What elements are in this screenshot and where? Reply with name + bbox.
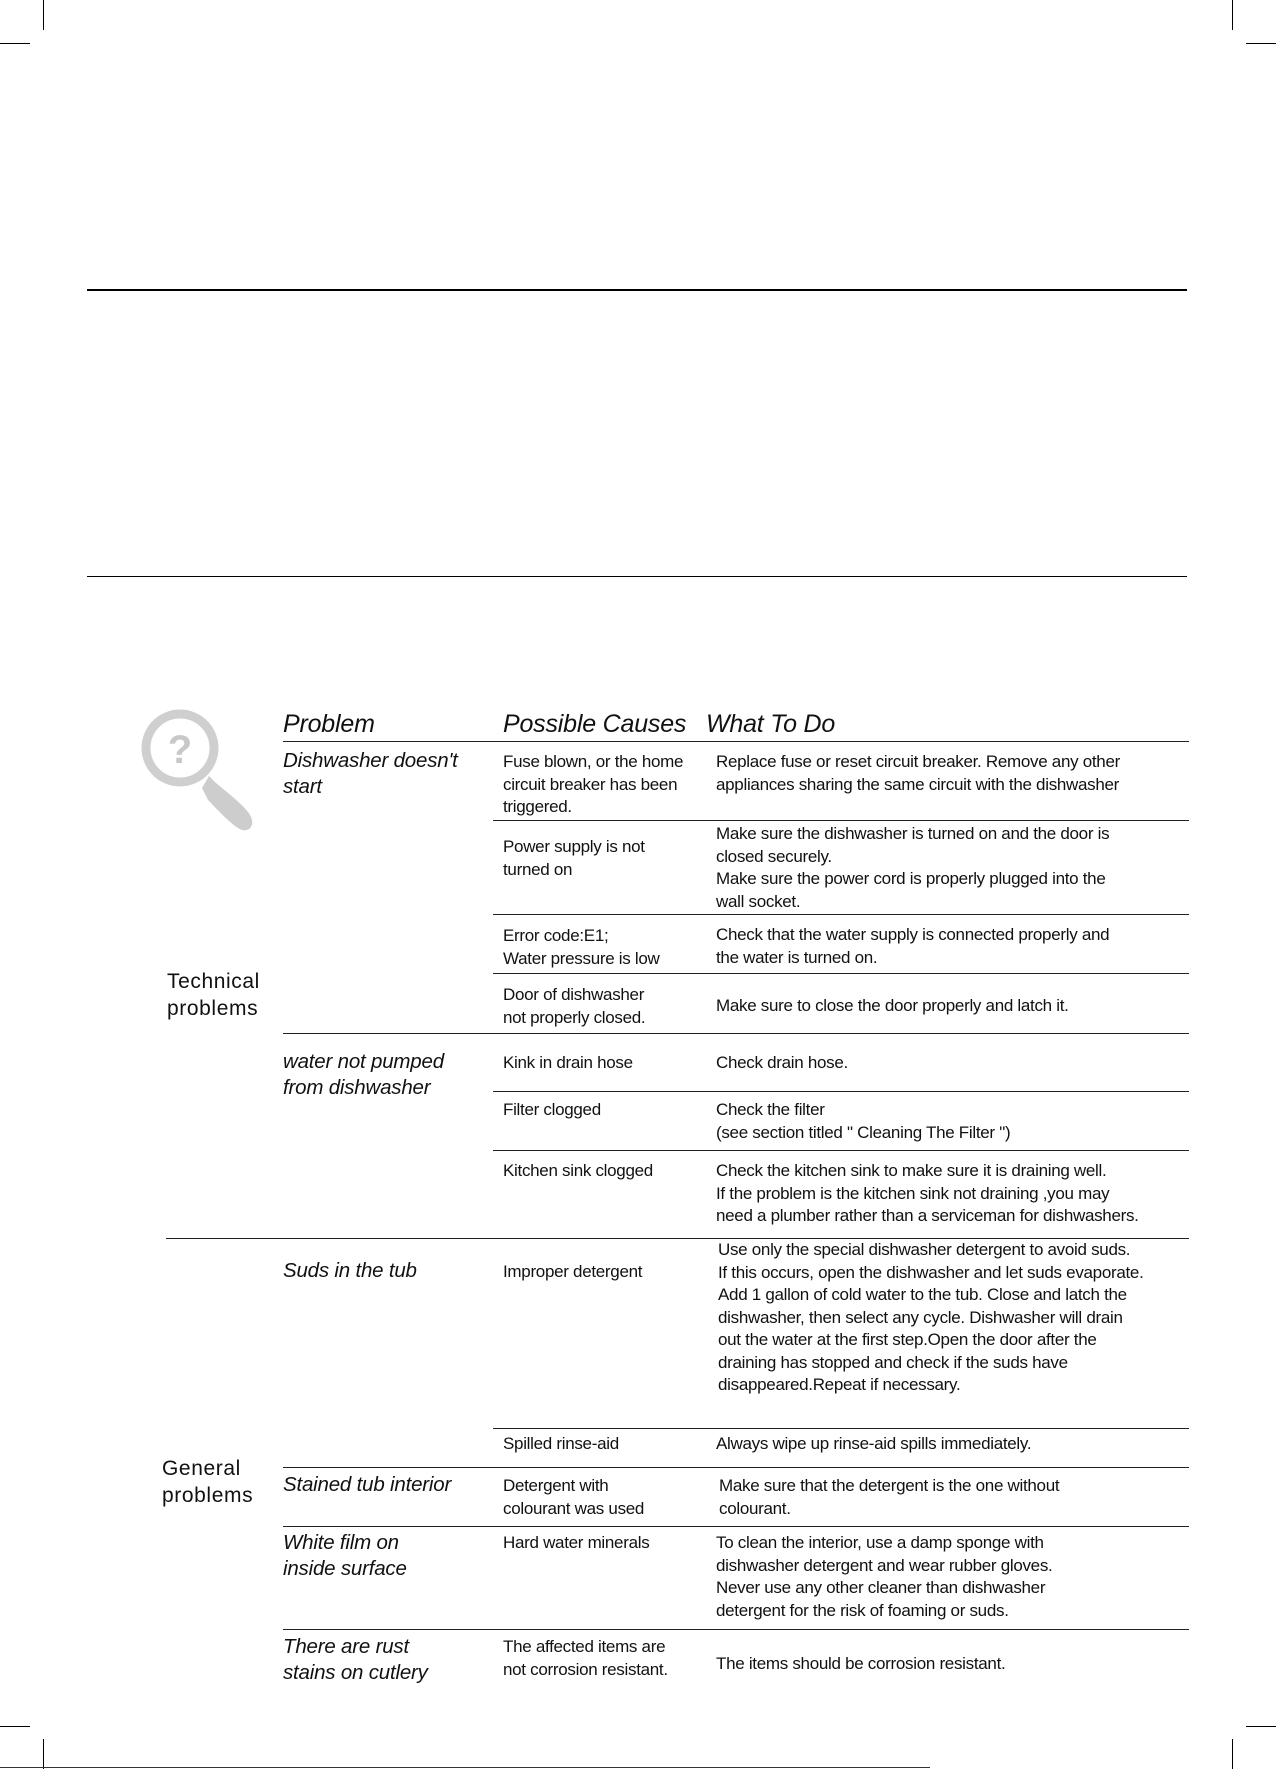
cause-not-corrosion-resistant: The affected items are not corrosion resistant.	[503, 1637, 668, 1679]
cause-sink-clogged: Kitchen sink clogged	[503, 1161, 653, 1180]
bottom-edge-line	[0, 1767, 930, 1768]
row-separator	[493, 1150, 1189, 1151]
todo-rinse-aid: Always wipe up rinse-aid spills immediately.	[716, 1434, 1032, 1453]
category-technical: Technical problems	[167, 970, 260, 1020]
crop-mark	[1246, 1726, 1276, 1727]
problem-white-film: White film on inside surface	[283, 1531, 407, 1580]
todo-clean-interior: To clean the interior, use a damp sponge with dishwasher detergent and wear rubber gloves. Never use any other cleaner than dishwasher detergent for the risk of foaming or suds.	[716, 1533, 1053, 1620]
header-problem: Problem	[283, 710, 375, 738]
todo-check-sink: Check the kitchen sink to make sure it is draining well. If the problem is the kitchen sink not draining ,you may need a plumber rather than a serviceman for dishwashers.	[716, 1161, 1139, 1225]
problem-water-not-pumped: water not pumped from dishwasher	[283, 1050, 444, 1099]
second-rule	[87, 576, 1187, 577]
crop-mark	[1232, 1739, 1233, 1769]
row-separator	[493, 1091, 1189, 1092]
cause-hard-water: Hard water minerals	[503, 1533, 650, 1552]
crop-mark	[0, 43, 30, 44]
magnifier-question-icon	[138, 706, 264, 836]
crop-mark	[0, 1726, 30, 1727]
group-separator	[283, 1033, 1189, 1034]
problem-stained-tub-interior: Stained tub interior	[283, 1473, 452, 1496]
header-underline	[283, 741, 1189, 742]
group-separator	[283, 1629, 1189, 1630]
cause-error-e1: Error code:E1; Water pressure is low	[503, 926, 660, 968]
todo-water-supply: Check that the water supply is connected properly and the water is turned on.	[716, 925, 1110, 967]
cause-fuse-blown: Fuse blown, or the home circuit breaker has been triggered.	[503, 752, 684, 816]
todo-suds: Use only the special dishwasher detergent to avoid suds. If this occurs, open the dishwasher and let suds evaporate. Add 1 gallon of cold water to the tub. Close and latch the dishwasher, then select any cycle. Dishwasher will drain out the water at the first step.Open the door after the draining has stopped and check if the suds have disappeared.Repeat if necessary.	[718, 1240, 1144, 1394]
todo-close-door: Make sure to close the door properly and latch it.	[716, 996, 1069, 1015]
problem-rust-stains: There are rust stains on cutlery	[283, 1635, 428, 1684]
problem-dishwasher-doesnt-start: Dishwasher doesn't start	[283, 749, 458, 798]
header-what-to-do: What To Do	[706, 710, 836, 738]
crop-mark	[1246, 43, 1276, 44]
todo-check-drain-hose: Check drain hose.	[716, 1053, 848, 1072]
row-separator	[493, 820, 1189, 821]
cause-kink-drain-hose: Kink in drain hose	[503, 1053, 633, 1072]
todo-check-filter: Check the filter (see section titled " Cleaning The Filter ")	[716, 1100, 1011, 1142]
row-separator	[493, 973, 1189, 974]
header-possible-causes: Possible Causes	[503, 710, 687, 738]
todo-corrosion-resistant: The items should be corrosion resistant.	[716, 1654, 1006, 1673]
top-rule	[87, 289, 1187, 291]
cause-filter-clogged: Filter clogged	[503, 1100, 601, 1119]
category-general: General problems	[162, 1457, 254, 1507]
todo-power-supply: Make sure the dishwasher is turned on and the door is closed securely. Make sure the power cord is properly plugged into the wall socket.	[716, 824, 1110, 911]
crop-mark	[43, 1739, 44, 1769]
todo-detergent-colourant: Make sure that the detergent is the one without colourant.	[719, 1476, 1060, 1518]
group-separator	[283, 1467, 1189, 1468]
cause-detergent-colourant: Detergent with colourant was used	[503, 1476, 645, 1518]
row-separator	[493, 914, 1189, 915]
problem-suds-in-tub: Suds in the tub	[283, 1259, 417, 1282]
svg-text:?: ?	[167, 728, 193, 772]
crop-mark	[1232, 0, 1233, 30]
row-separator	[493, 1428, 1189, 1429]
cause-power-supply: Power supply is not turned on	[503, 837, 645, 879]
crop-mark	[43, 0, 44, 30]
group-separator	[283, 1526, 1189, 1527]
cause-improper-detergent: Improper detergent	[503, 1262, 643, 1281]
cause-spilled-rinse-aid: Spilled rinse-aid	[503, 1434, 619, 1453]
todo-replace-fuse: Replace fuse or reset circuit breaker. Remove any other appliances sharing the same circuit with the dishwasher	[716, 752, 1120, 794]
cause-door-not-closed: Door of dishwasher not properly closed.	[503, 985, 646, 1027]
